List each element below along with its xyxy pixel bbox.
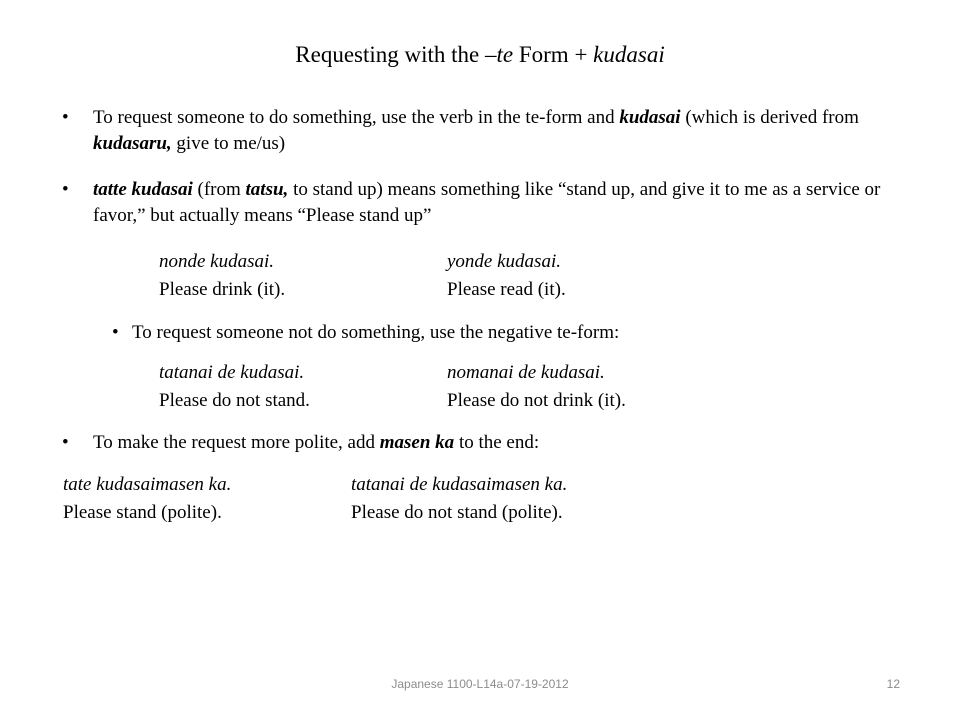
bullet-request-text-2: (which is derived from xyxy=(680,107,859,128)
example-english: Please do not stand. xyxy=(159,390,310,411)
term-kudasaru: kudasaru, xyxy=(93,133,172,154)
bullet-dot: • xyxy=(112,322,119,343)
example-japanese: nonde kudasai. xyxy=(159,251,275,272)
example-japanese: tate kudasaimasen ka. xyxy=(63,474,232,495)
example-yonde xyxy=(447,248,566,304)
example-english: Please do not stand (polite). xyxy=(351,502,563,523)
term-masen-ka: masen ka xyxy=(379,432,455,453)
bullet-tatte-kudasai xyxy=(62,177,882,229)
example-tatanai xyxy=(159,359,310,415)
title-te: –te xyxy=(485,42,514,67)
term-kudasai: kudasai xyxy=(619,107,681,128)
example-english: Please do not drink (it). xyxy=(447,390,626,411)
slide-number: 12 xyxy=(886,677,900,691)
example-tate-polite xyxy=(63,471,231,527)
example-japanese: nomanai de kudasai. xyxy=(447,362,605,383)
bullet-request xyxy=(62,105,882,157)
term-tatsu: tatsu, xyxy=(245,179,289,200)
example-nonde xyxy=(159,248,285,304)
title-kudasai: kudasai xyxy=(593,42,665,67)
bullet-dot: • xyxy=(62,432,69,453)
example-english: Please drink (it). xyxy=(159,279,286,300)
slide-title xyxy=(0,40,960,70)
title-prefix: Requesting with the xyxy=(295,42,485,67)
example-nomanai xyxy=(447,359,626,415)
example-japanese: tatanai de kudasai. xyxy=(159,362,305,383)
title-middle: Form + xyxy=(513,42,594,67)
bullet-request-text xyxy=(62,105,882,157)
bullet-polite-text xyxy=(62,430,882,456)
bullet-negative xyxy=(112,320,872,346)
bullet-negative-text: To request someone not do something, use the negative te-form: xyxy=(132,322,620,343)
bullet-tatte-kudasai-text xyxy=(62,177,882,229)
bullet-request-text-1: To request someone to do something, use the verb in the te-form and xyxy=(93,107,620,128)
bullet-polite-text-2: to the end: xyxy=(454,432,540,453)
example-english: Please stand (polite). xyxy=(63,502,222,523)
bullet-polite-text-1: To make the request more polite, add xyxy=(93,432,380,453)
bullet-tatte-text-2: to stand up) means something like “stand up, and give it to me as a service or favor,” but actually means “Please stand up” xyxy=(93,179,881,226)
term-tatte-kudasai: tatte kudasai xyxy=(93,179,193,200)
bullet-tatte-text-1: (from xyxy=(192,179,246,200)
bullet-dot: • xyxy=(62,179,69,200)
example-japanese: yonde kudasai. xyxy=(447,251,561,272)
bullet-dot: • xyxy=(62,107,69,128)
footer-text: Japanese 1100-L14a-07-19-2012 xyxy=(391,677,569,691)
bullet-request-text-3: give to me/us) xyxy=(171,133,286,154)
example-english: Please read (it). xyxy=(447,279,566,300)
bullet-polite xyxy=(62,430,882,456)
example-japanese: tatanai de kudasaimasen ka. xyxy=(351,474,568,495)
example-tatanai-polite xyxy=(351,471,567,527)
